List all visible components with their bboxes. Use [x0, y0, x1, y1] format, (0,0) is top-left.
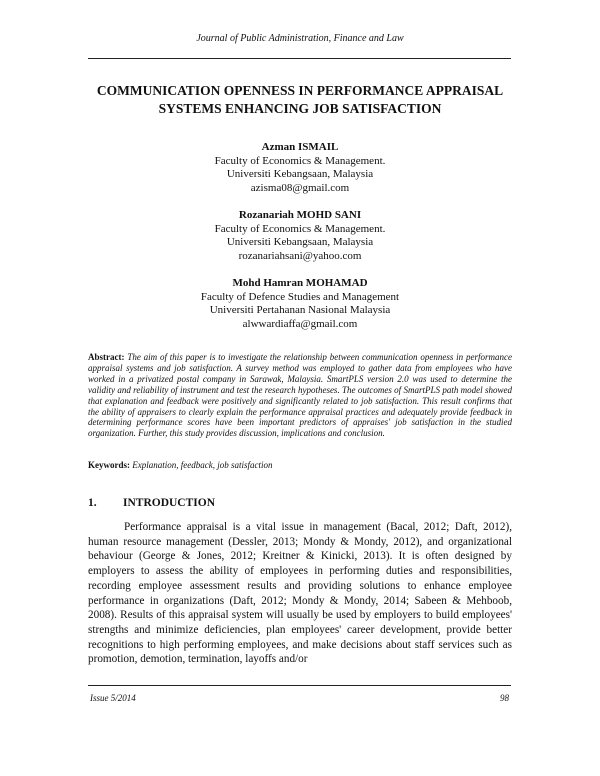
author-affiliation: Faculty of Defence Studies and Management — [200, 290, 400, 303]
author-affiliation: Faculty of Economics & Management. — [214, 154, 386, 167]
section-title: INTRODUCTION — [123, 497, 216, 509]
author-institution: Universiti Kebangsaan, Malaysia — [226, 236, 374, 248]
section-number: 1. — [88, 497, 97, 509]
author-block-3 — [0, 277, 600, 331]
abstract-label: Abstract — [88, 352, 122, 362]
author-block-1 — [0, 141, 600, 195]
author-email: azisma08@gmail.com — [250, 181, 350, 194]
author-affiliation: Faculty of Economics & Management. — [214, 222, 386, 235]
author-name: Azman ISMAIL — [261, 141, 339, 153]
keywords — [88, 460, 512, 471]
abstract: Abstract: The aim of this paper is to investigate the relationship between communication openness in performance appraisal systems and job satisfaction. A survey method was employed to gather data from employees who have worked in a privatized postal company in Sarawak, Malaysia. SmartPLS version 2.0 was used to determine the validity and reliability of instrument and test the research hypotheses. The outcomes of SmartPLS path model showed that explanation and feedback were positively and significantly related to job satisfaction. This result confirms that the ability of appraisers to clearly explain the performance appraisal practices and adequately provide feedback in determining performance scores have been important predictors of appraises' job satisfaction in the studied organization. Further, this study provides discussion, implications and conclusion. — [88, 352, 512, 439]
author-email: rozanariahsani@yahoo.com — [238, 249, 362, 262]
footer-issue: Issue 5/2014 — [90, 693, 136, 703]
author-institution: Universiti Pertahanan Nasional Malaysia — [209, 304, 391, 316]
author-name: Rozanariah MOHD SANI — [238, 209, 362, 221]
section-heading — [88, 497, 215, 509]
keywords-label: Keywords: — [88, 460, 130, 470]
header-divider — [88, 58, 511, 59]
title-line-2: SYSTEMS ENHANCING JOB SATISFACTION — [158, 101, 442, 116]
abstract-text: The aim of this paper is to investigate the relationship between communication openness in performance appraisal systems and job satisfaction. A survey method was employed to gather data from employees who have worked in a privatized postal company in Sarawak, Malaysia. SmartPLS version 2.0 was used to determine the validity and reliability of instrument and test the research hypotheses. The outcomes of SmartPLS path model showed that explanation and feedback were positively and significantly related to job satisfaction. This result confirms that the ability of appraisers to clearly explain the performance appraisal practices and adequately provide feedback in determining performance scores have been important predictors of appraises' job satisfaction in the studied organization. Further, this study provides discussion, implications and conclusion. — [88, 352, 512, 439]
paper-title — [60, 82, 540, 118]
author-email: alwwardiaffa@gmail.com — [242, 317, 358, 330]
page-number: 98 — [500, 693, 509, 703]
title-line-1: COMMUNICATION OPENNESS IN PERFORMANCE APPRAISAL — [96, 83, 504, 98]
author-institution: Universiti Kebangsaan, Malaysia — [226, 168, 374, 180]
author-name: Mohd Hamran MOHAMAD — [232, 277, 368, 289]
footer-divider — [88, 685, 511, 686]
body-paragraph: Performance appraisal is a vital issue in management (Bacal, 2012; Daft, 2012), human resource management (Dessler, 2013; Mondy & Mondy, 2012), and organizational behaviour (George & Jones, 2012; Kreitner & Kinicki, 2013). It is often designed by employers to assess the ability of employees in performing duties and responsibilities, recording employee assessment results and providing solutions to enhance employee performance in organizations (Daft, 2012; Mondy & Mondy, 2014; Sabeen & Mehboob, 2008). Results of this appraisal system will usually be used by employers to build employees' strengths and minimize deficiencies, plan employees' career development, provide better recognitions to high performing employees, and make decisions about staff services such as promotion, demotion, termination, layoffs and/or — [88, 521, 512, 666]
journal-header: Journal of Public Administration, Finance and Law — [196, 33, 404, 44]
keywords-text: Explanation, feedback, job satisfaction — [132, 460, 273, 470]
author-block-2 — [0, 209, 600, 263]
